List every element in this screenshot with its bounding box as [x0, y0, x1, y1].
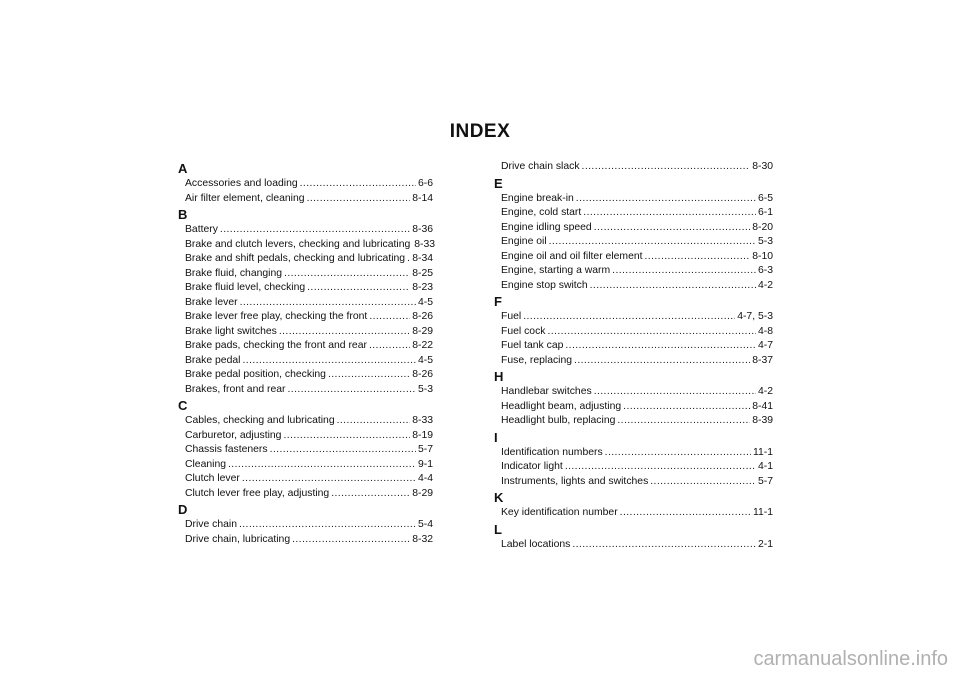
index-entry[interactable] — [185, 238, 436, 253]
index-entry-text: Brakes, front and rear — [185, 383, 286, 395]
index-entry-page: 5-4 — [417, 519, 433, 530]
index-entry-page: 4-2 — [757, 279, 773, 291]
index-entry[interactable] — [185, 177, 433, 192]
index-entry[interactable] — [185, 310, 433, 325]
dot-leader — [549, 235, 756, 250]
index-entry-page: 8-20 — [752, 221, 773, 233]
index-entry-text: Air filter element, cleaning — [185, 192, 305, 204]
dot-leader — [565, 339, 756, 354]
index-entry[interactable] — [185, 458, 433, 473]
index-entry[interactable] — [501, 506, 773, 521]
index-letter-heading: E — [494, 175, 503, 191]
index-entry-text: Engine stop switch — [501, 279, 588, 291]
index-entry-page: 4-7 — [757, 340, 773, 351]
dot-leader — [228, 458, 416, 473]
index-entry-page: 4-5 — [417, 354, 433, 366]
dot-leader — [283, 429, 410, 444]
index-entry-page: 8-34 — [412, 253, 433, 264]
index-entry-text: Brake pedal position, checking — [185, 369, 326, 380]
index-entry-text: Label locations — [501, 538, 571, 550]
dot-leader — [612, 264, 756, 279]
index-letter-heading: A — [178, 161, 188, 176]
index-entry[interactable] — [185, 267, 433, 282]
index-entry-page: 8-22 — [412, 340, 433, 351]
index-entry-page: 4-2 — [757, 386, 773, 397]
index-entry-text: Indicator light — [501, 461, 563, 472]
index-entry-page: 8-33 — [414, 238, 436, 250]
index-letter-heading: F — [494, 294, 502, 309]
index-entry[interactable] — [185, 429, 433, 444]
dot-leader — [582, 160, 751, 175]
index-entry-text: Cables, checking and lubricating — [185, 415, 335, 426]
index-entry-text: Fuse, replacing — [501, 354, 573, 366]
index-entry-page: 5-3 — [417, 383, 433, 395]
index-entry[interactable] — [501, 235, 773, 250]
index-entry-text: Brake and clutch levers, checking and lubricating — [185, 238, 411, 250]
index-entry[interactable] — [185, 368, 433, 383]
index-entry-text: Brake pads, checking the front and rear — [185, 340, 367, 351]
index-entry-text: Carburetor, adjusting — [185, 429, 282, 441]
index-entry-text: Accessories and loading — [185, 178, 298, 189]
index-entry-text: Headlight bulb, replacing — [501, 415, 616, 426]
index-entry[interactable] — [185, 296, 433, 311]
index-entry[interactable] — [501, 279, 773, 294]
index-entry-page: 8-36 — [412, 224, 433, 235]
dot-leader — [331, 487, 410, 502]
index-entry-page: 2-1 — [757, 538, 773, 550]
index-entry[interactable] — [501, 339, 773, 354]
dot-leader — [279, 325, 410, 340]
index-entry-text: Engine, starting a warm — [501, 265, 611, 276]
index-entry-text: Brake lever — [185, 296, 238, 308]
index-entry-page: 5-7 — [757, 475, 773, 487]
dot-leader — [328, 368, 410, 383]
index-entry-text: Engine break-in — [501, 192, 574, 204]
index-entry-text: Drive chain, lubricating — [185, 533, 291, 545]
dot-leader — [594, 221, 751, 236]
index-entry-page: 8-32 — [412, 533, 433, 545]
index-entry-page: 8-25 — [412, 267, 433, 279]
index-entry-text: Handlebar switches — [501, 386, 592, 397]
index-entry-text: Brake fluid, changing — [185, 267, 283, 279]
index-letter-heading: H — [494, 369, 504, 384]
dot-leader — [307, 192, 411, 207]
dot-leader — [547, 325, 756, 340]
index-entry-page: 4-1 — [757, 461, 773, 472]
index-entry[interactable] — [185, 354, 433, 369]
index-entry-text: Engine oil — [501, 236, 547, 247]
index-entry-text: Clutch lever — [185, 473, 240, 484]
dot-leader — [605, 446, 751, 461]
index-entry[interactable] — [185, 487, 433, 502]
dot-leader — [337, 414, 411, 429]
dot-leader — [307, 281, 410, 296]
index-entry[interactable] — [185, 252, 433, 267]
index-entry-text: Instruments, lights and switches — [501, 475, 649, 487]
dot-leader — [369, 310, 410, 325]
index-entry-page: 8-41 — [752, 400, 773, 412]
index-entry[interactable] — [501, 400, 773, 415]
index-entry[interactable] — [185, 518, 433, 533]
index-letter-heading: L — [494, 521, 502, 537]
index-entry-page: 4-5 — [417, 296, 433, 308]
index-entry[interactable] — [501, 264, 773, 279]
dot-leader — [650, 475, 756, 490]
index-entry-page: 4-8 — [757, 325, 773, 337]
index-entry-page: 8-10 — [752, 250, 773, 262]
index-entry[interactable] — [501, 310, 773, 325]
index-entry-text: Clutch lever free play, adjusting — [185, 487, 330, 499]
index-entry[interactable] — [501, 446, 773, 461]
index-entry-page: 9-1 — [417, 458, 433, 470]
index-entry-page: 8-23 — [412, 282, 433, 293]
index-entry-page: 6-1 — [757, 207, 773, 218]
dot-leader — [288, 383, 416, 398]
index-entry-text: Brake fluid level, checking — [185, 282, 306, 293]
dot-leader — [594, 385, 756, 400]
dot-leader — [576, 192, 756, 207]
index-entry-page: 6-5 — [757, 192, 773, 204]
index-entry[interactable] — [501, 538, 773, 553]
dot-leader — [407, 252, 410, 267]
index-entry-page: 4-4 — [417, 473, 433, 484]
index-entry-text: Brake pedal — [185, 354, 241, 366]
index-entry-text: Fuel cock — [501, 325, 546, 337]
dot-leader — [574, 354, 750, 369]
index-entry[interactable] — [185, 223, 433, 238]
index-entry[interactable] — [501, 354, 773, 369]
index-letter-heading: C — [178, 398, 188, 413]
index-entry[interactable] — [185, 443, 433, 458]
index-entry[interactable] — [501, 160, 773, 175]
dot-leader — [369, 339, 410, 354]
index-letter-heading: D — [178, 502, 188, 517]
index-entry[interactable] — [501, 414, 773, 429]
index-entry[interactable] — [185, 339, 433, 354]
dot-leader — [617, 414, 750, 429]
index-entry-page: 8-19 — [412, 429, 433, 441]
index-entry-page: 8-26 — [412, 369, 433, 380]
index-entry-text: Identification numbers — [501, 446, 603, 458]
dot-leader — [242, 354, 416, 369]
index-entry-page: 8-29 — [412, 325, 433, 337]
dot-leader — [240, 296, 416, 311]
index-entry-text: Brake light switches — [185, 325, 277, 337]
index-entry-text: Chassis fasteners — [185, 444, 268, 455]
dot-leader — [590, 279, 756, 294]
dot-leader — [572, 538, 756, 553]
index-entry[interactable] — [185, 192, 433, 207]
index-entry[interactable] — [501, 250, 773, 265]
index-entry[interactable] — [185, 472, 433, 487]
index-entry-text: Battery — [185, 224, 218, 235]
page-title: INDEX — [449, 121, 511, 142]
index-entry-page: 11-1 — [752, 507, 773, 518]
index-entry-page: 8-29 — [412, 487, 433, 499]
index-entry-page: 5-7 — [417, 444, 433, 455]
index-entry-text: Brake and shift pedals, checking and lubricating — [185, 253, 406, 264]
dot-leader — [523, 310, 735, 325]
index-entry[interactable] — [501, 385, 773, 400]
index-entry-text: Key identification number — [501, 507, 618, 518]
index-entry-text: Engine idling speed — [501, 221, 592, 233]
index-entry-text: Engine oil and oil filter element — [501, 250, 643, 262]
index-entry[interactable] — [185, 281, 433, 296]
dot-leader — [583, 206, 756, 221]
index-entry-text: Drive chain — [185, 519, 237, 530]
dot-leader — [270, 443, 416, 458]
index-entry-page: 6-3 — [757, 265, 773, 276]
index-entry-page: 6-6 — [417, 178, 433, 189]
index-column-left — [178, 160, 436, 547]
index-entry[interactable] — [501, 475, 773, 490]
index-entry-text: Fuel — [501, 311, 522, 322]
index-letter-heading: B — [178, 207, 188, 222]
dot-leader — [220, 223, 410, 238]
index-entry[interactable] — [501, 221, 773, 236]
index-entry-text: Fuel tank cap — [501, 340, 564, 351]
dot-leader — [620, 506, 751, 521]
index-entry[interactable] — [501, 460, 773, 475]
index-entry-page: 11-1 — [752, 446, 773, 458]
dot-leader — [645, 250, 751, 265]
index-letter-heading: I — [494, 429, 498, 445]
dot-leader — [565, 460, 756, 475]
index-entry-page: 8-26 — [412, 311, 433, 322]
index-entry-text: Headlight beam, adjusting — [501, 400, 622, 412]
dot-leader — [239, 518, 416, 533]
index-entry[interactable] — [501, 192, 773, 207]
index-entry-page: 8-14 — [412, 192, 433, 204]
index-entry[interactable] — [185, 325, 433, 340]
index-entry[interactable] — [501, 206, 773, 221]
index-entry[interactable] — [501, 325, 773, 340]
index-entry-page: 8-37 — [752, 354, 773, 366]
index-entry-page: 8-33 — [412, 415, 433, 426]
index-entry-text: Cleaning — [185, 458, 227, 470]
dot-leader — [284, 267, 410, 282]
dot-leader — [300, 177, 416, 192]
index-entry-text: Engine, cold start — [501, 207, 582, 218]
index-entry-page: 8-39 — [752, 415, 773, 426]
index-entry[interactable] — [185, 414, 433, 429]
dot-leader — [242, 472, 416, 487]
index-entry[interactable] — [185, 533, 433, 548]
index-entry-text: Drive chain slack — [501, 161, 580, 172]
watermark: carmanualsonline.info — [753, 648, 948, 670]
dot-leader — [292, 533, 410, 548]
dot-leader — [623, 400, 750, 415]
index-entry-page: 4-7, 5-3 — [737, 311, 773, 322]
index-entry-page: 5-3 — [757, 236, 773, 247]
index-letter-heading: K — [494, 490, 504, 505]
index-entry-page: 8-30 — [752, 161, 773, 172]
index-column-right — [494, 160, 773, 552]
index-entry[interactable] — [185, 383, 433, 398]
index-entry-text: Brake lever free play, checking the front — [185, 311, 368, 322]
